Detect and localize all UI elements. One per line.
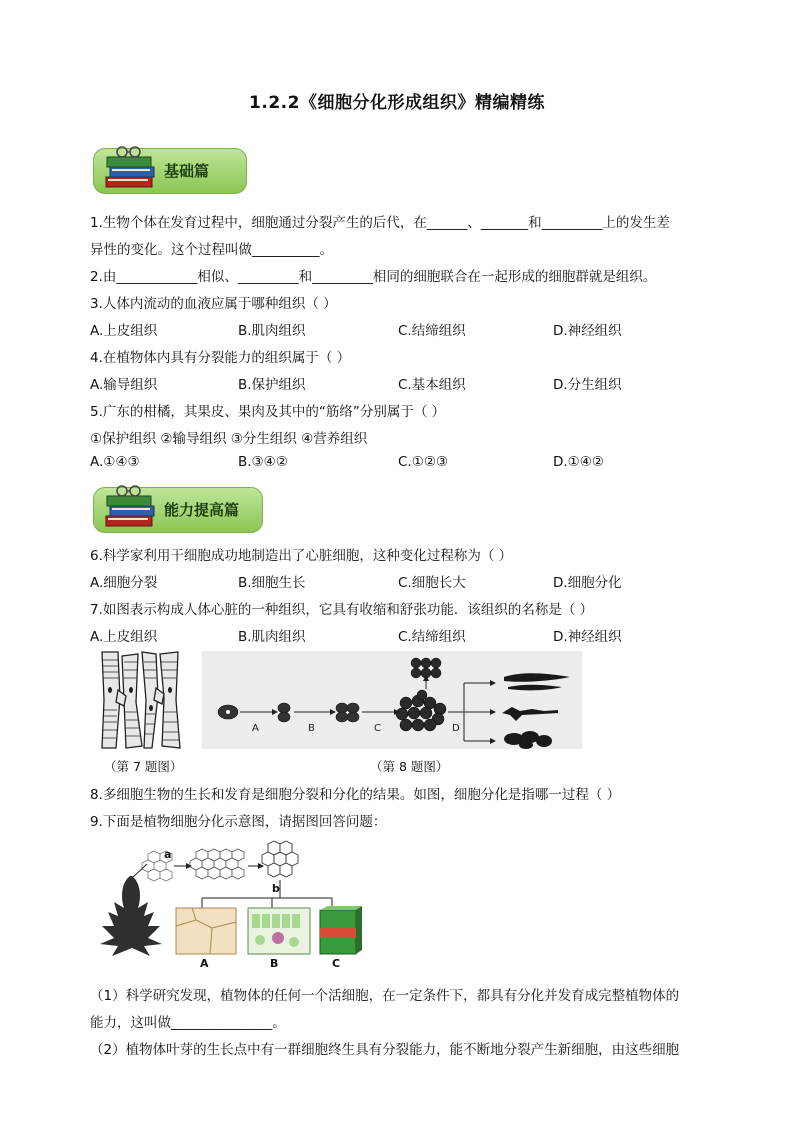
option-b[interactable]: B.肌肉组织 [238,629,306,645]
option-c[interactable]: C.结缔组织 [398,323,466,339]
books-icon [102,143,160,193]
question-3: 3.人体内流动的血液应属于哪种组织（ ） [90,296,337,312]
option-d[interactable]: D.神经组织 [553,323,622,339]
fig9-label-A: A [200,957,209,970]
plant-differentiation-figure [92,836,392,972]
question-5: 5.广东的柑橘，其果皮、果肉及其中的“筋络”分别属于（ ） [90,404,446,420]
option-d[interactable]: D.神经组织 [553,629,622,645]
fig8-label-c: C [374,723,381,734]
fig8-caption: （第 8 题图） [370,759,449,774]
option-b[interactable]: B.保护组织 [238,377,306,393]
fig8-label-b: B [308,723,315,734]
question-9-1-line-1: （1）科学研究发现，植物体的任何一个活细胞，在一定条件下，都具有分化并发育成完整植物体的 [90,988,680,1004]
question-2: 2.由____________相似、_________和_________相同的细胞联合在一起形成的细胞群就是组织。 [90,269,657,285]
question-5-items: ①保护组织 ②输导组织 ③分生组织 ④营养组织 [90,431,368,447]
fig9-label-a: a [164,848,172,861]
fig8-label-d: D [452,723,460,734]
cell-differentiation-figure [202,651,582,749]
option-a[interactable]: A.输导组织 [90,377,158,393]
cardiac-muscle-figure [98,650,182,750]
section-banner-advanced [93,487,263,533]
books-icon [102,482,160,532]
option-d[interactable]: D.细胞分化 [553,575,622,591]
option-a[interactable]: A.上皮组织 [90,323,158,339]
question-9-2-line-1: （2）植物体叶芽的生长点中有一群细胞终生具有分裂能力，能不断地分裂产生新细胞，由这些细胞 [90,1042,680,1058]
question-9: 9.下面是植物细胞分化示意图，请据图回答问题： [90,814,387,830]
option-a[interactable]: A.上皮组织 [90,629,158,645]
section-banner-basic [93,148,247,194]
option-b[interactable]: B.③④② [238,454,288,470]
option-b[interactable]: B.肌肉组织 [238,323,306,339]
fig7-caption: （第 7 题图） [104,759,183,774]
fig9-label-C: C [332,957,341,970]
fig8-label-a: A [252,723,259,734]
question-7: 7.如图表示构成人体心脏的一种组织，它具有收缩和舒张功能．该组织的名称是（ ） [90,602,594,618]
option-d[interactable]: D.分生组织 [553,377,622,393]
fig9-label-B: B [270,957,279,970]
question-1-line-2: 异性的变化。这个过程叫做__________。 [90,242,333,258]
section-label-advanced: 能力提高篇 [164,501,240,519]
option-c[interactable]: C.细胞长大 [398,575,466,591]
option-d[interactable]: D.①④② [553,454,604,470]
option-b[interactable]: B.细胞生长 [238,575,306,591]
question-1-line-1: 1.生物个体在发育过程中，细胞通过分裂产生的后代，在______、_______和_________上的发生差 [90,215,670,231]
question-9-1-line-2: 能力，这叫做_______________。 [90,1015,286,1031]
option-c[interactable]: C.基本组织 [398,377,466,393]
page-title: 1.2.2《细胞分化形成组织》精编精练 [249,93,545,113]
question-6: 6.科学家利用干细胞成功地制造出了心脏细胞，这种变化过程称为（ ） [90,548,513,564]
fig9-label-b: b [272,882,280,895]
question-4: 4.在植物体内具有分裂能力的组织属于（ ） [90,350,351,366]
option-a[interactable]: A.细胞分裂 [90,575,158,591]
section-label-basic: 基础篇 [164,162,210,180]
question-8: 8.多细胞生物的生长和发育是细胞分裂和分化的结果。如图，细胞分化是指哪一过程（ ） [90,787,621,803]
option-c[interactable]: C.①②③ [398,454,449,470]
option-c[interactable]: C.结缔组织 [398,629,466,645]
option-a[interactable]: A.①④③ [90,454,140,470]
